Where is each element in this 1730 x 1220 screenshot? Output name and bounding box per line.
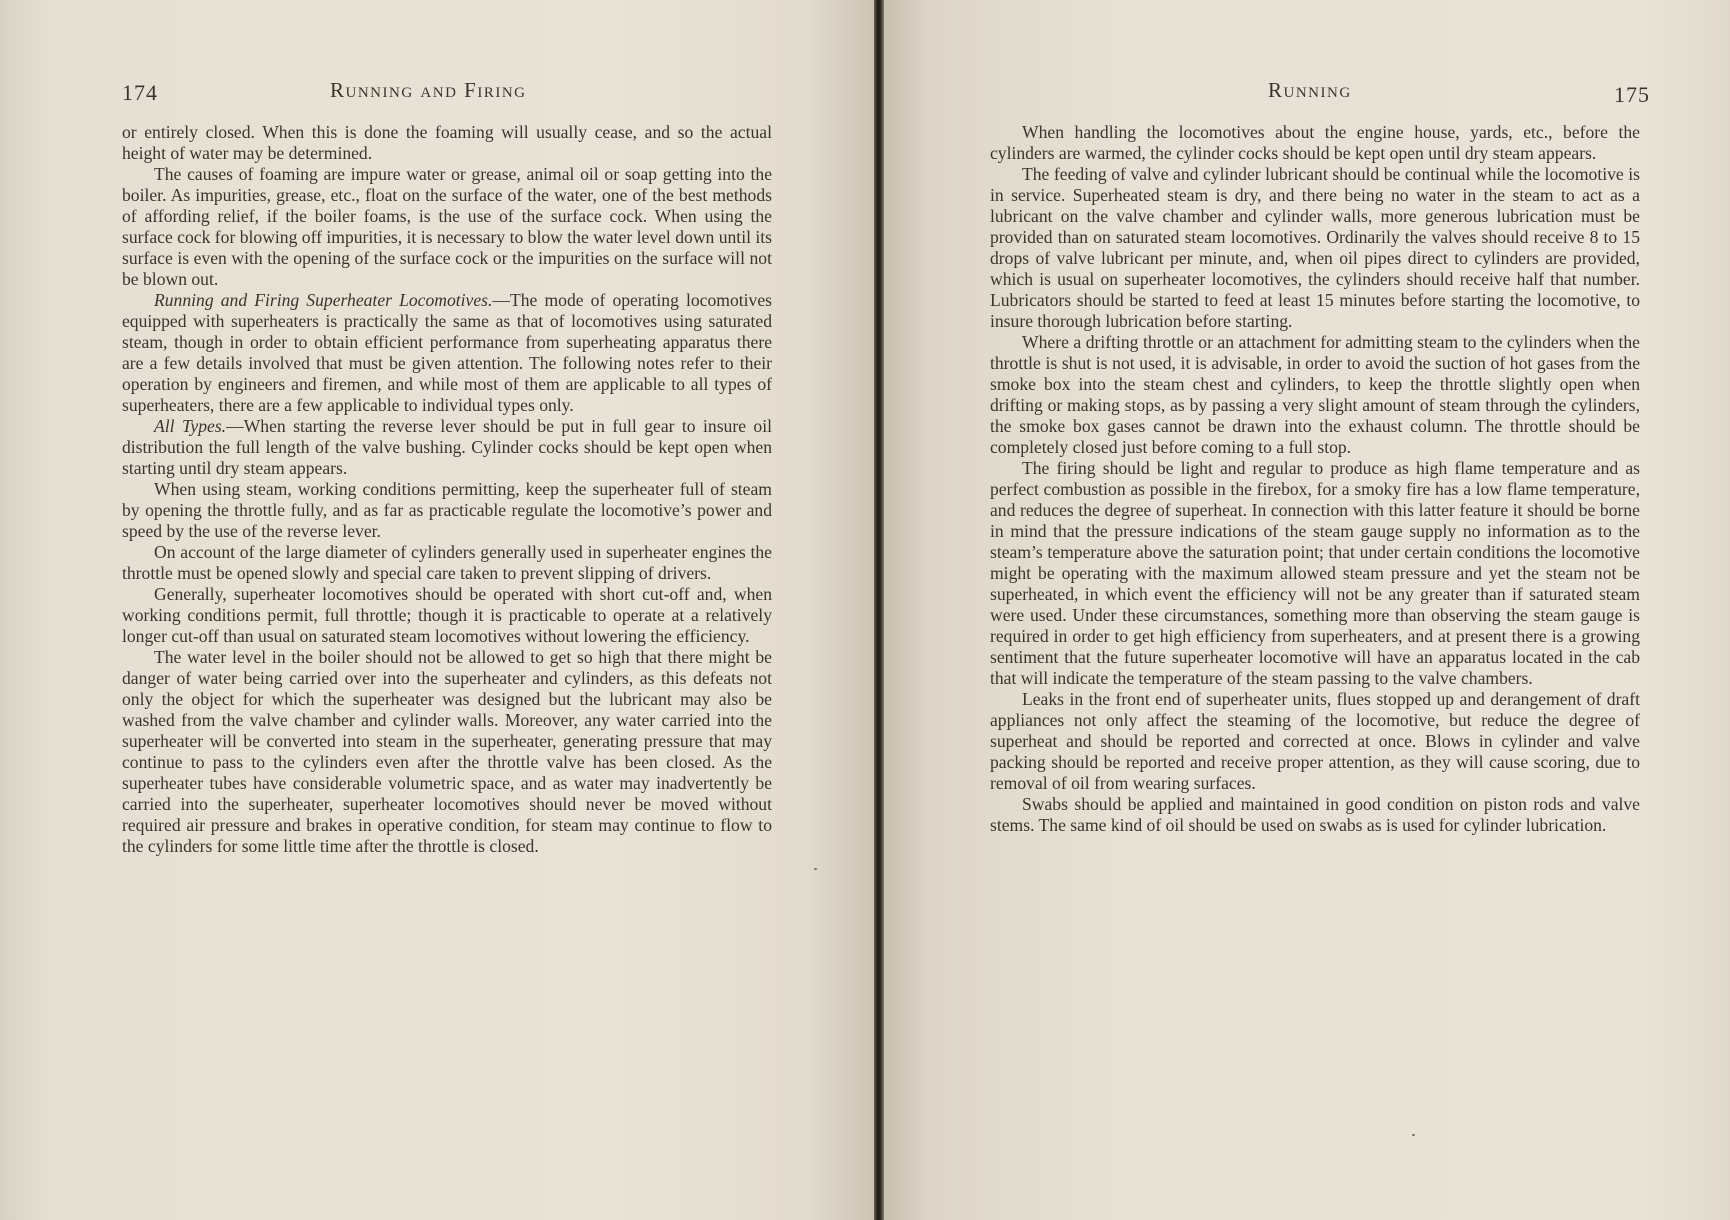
running-header: Running and Firing — [330, 78, 527, 102]
paragraph: Running and Firing Superheater Locomotives.—The mode of operating locomotives equipped with superheaters is practically the same as that of locomotives using saturated steam, though in order to obtain efficient performance from superheating apparatus there are a few details involved that must be given attention. The following notes refer to their operation by engineers and firemen, and while most of them are applicable to all types of superheaters, there are a few applicable to individual types only. — [122, 290, 772, 415]
page-number: 175 — [1614, 82, 1650, 107]
paragraph: All Types.—When starting the reverse lever should be put in full gear to insure oil distribution the full length of the valve bushing. Cylinder cocks should be kept open when starting until dry steam appears. — [122, 416, 773, 478]
paragraph: The feeding of valve and cylinder lubricant should be continual while the locomotive is in service. Superheated steam is dry, and there being no water in the steam to act as a lubricant on the valve chamber and cylinder walls, more generous lubrication must be provided than on saturated steam locomotives. Ordinarily the valves should receive 8 to 15 drops of valve lubricant per minute, and, when oil pipes direct to cylinders are provided, which is usual on superheater locomotives, the cylinders should receive half that number. Lubricators should be started to feed at least 15 minutes before starting the locomotive, to insure thorough lubrication before starting. — [990, 164, 1640, 331]
page-number: 174 — [122, 80, 158, 105]
paragraph: The causes of foaming are impure water or grease, animal oil or soap getting into the boiler. As impurities, grease, etc., float on the surface of the water, one of the best methods of affording relief, if the boiler foams, is the use of the surface cock. When using the surface cock for blowing off impurities, it is necessary to blow the water level down until its surface is even with the opening of the surface cock or the impurities on the surface will not be blown out. — [122, 164, 772, 289]
running-header: Running — [1268, 78, 1352, 102]
paragraph: On account of the large diameter of cylinders generally used in superheater engines the throttle must be opened slowly and special care taken to prevent slipping of drivers. — [122, 542, 772, 583]
book-spine-gutter — [874, 0, 884, 1220]
paper-speck — [814, 868, 817, 870]
paper-speck — [1412, 1134, 1415, 1136]
paragraph: When handling the locomotives about the engine house, yards, etc., before the cylinders are warmed, the cylinder cocks should be kept open until dry steam appears. — [990, 122, 1640, 163]
body-text — [122, 122, 772, 857]
paragraph: When using steam, working conditions permitting, keep the superheater full of steam by opening the throttle fully, and as far as practicable regulate the locomotive’s power and speed by the use of the reverse lever. — [122, 479, 772, 541]
paragraph: Where a drifting throttle or an attachment for admitting steam to the cylinders when the throttle is shut is not used, it is advisable, in order to avoid the suction of hot gases from the smoke box into the steam chest and cylinders, to keep the throttle slightly open when drifting or making stops, as by passing a very slight amount of steam through the cylinders, the smoke box gases cannot be drawn into the exhaust column. The throttle should be completely closed just before coming to a full stop. — [990, 332, 1640, 457]
paragraph: Leaks in the front end of superheater units, flues stopped up and derangement of draft appliances not only affect the steaming of the locomotive, but reduce the degree of superheat and should be reported and corrected at once. Blows in cylinder and valve packing should be reported and receive proper attention, as they will cause scoring, due to removal of oil from wearing surfaces. — [990, 689, 1640, 793]
paragraph: Generally, superheater locomotives should be operated with short cut-off and, when working conditions permit, full throttle; though it is practicable to operate at a relatively longer cut-off than usual on saturated steam locomotives without lowering the efficiency. — [122, 584, 772, 646]
paragraph: Swabs should be applied and maintained in good condition on piston rods and valve stems. The same kind of oil should be used on swabs as is used for cylinder lubrication. — [990, 794, 1640, 835]
section-heading: Running and Firing Superheater Locomotives. — [154, 290, 493, 310]
body-text — [990, 122, 1640, 836]
section-heading: All Types. — [154, 416, 227, 436]
paragraph: The firing should be light and regular to produce as high flame temperature and as perfect combustion as possible in the firebox, for a smoky fire has a low flame temperature, and reduces the degree of superheat. In connection with this latter feature it should be borne in mind that the pressure indications of the steam gauge supply no information as to the steam’s temperature above the saturation point; that under certain conditions the locomotive might be operating with the maximum allowed steam pressure and yet the steam not be superheated, in which event the efficiency will not be any greater than if saturated steam were used. Under these circumstances, something more than observing the steam gauge is required in order to get high efficiency from superheaters, and at present there is a growing sentiment that the future superheater locomotive will have an apparatus located in the cab that will indicate the temperature of the steam passing to the valve chambers. — [990, 458, 1640, 688]
right-page — [878, 0, 1730, 1220]
paragraph: or entirely closed. When this is done the foaming will usually cease, and so the actual height of water may be determined. — [122, 122, 772, 163]
paragraph: The water level in the boiler should not be allowed to get so high that there might be danger of water being carried over into the superheater and cylinders, as this defeats not only the object for which the superheater was designed but the lubricant may also be washed from the valve chamber and cylinder walls. Moreover, any water carried into the superheater will be converted into steam in the superheater, generating pressure that may continue to pass to the cylinders even after the throttle valve has been closed. As the superheater tubes have considerable volumetric space, and as water may inadvertently be carried into the superheater, superheater locomotives should never be moved without required air pressure and brakes in operative condition, for steam may continue to flow to the cylinders for some little time after the throttle is closed. — [122, 647, 772, 856]
